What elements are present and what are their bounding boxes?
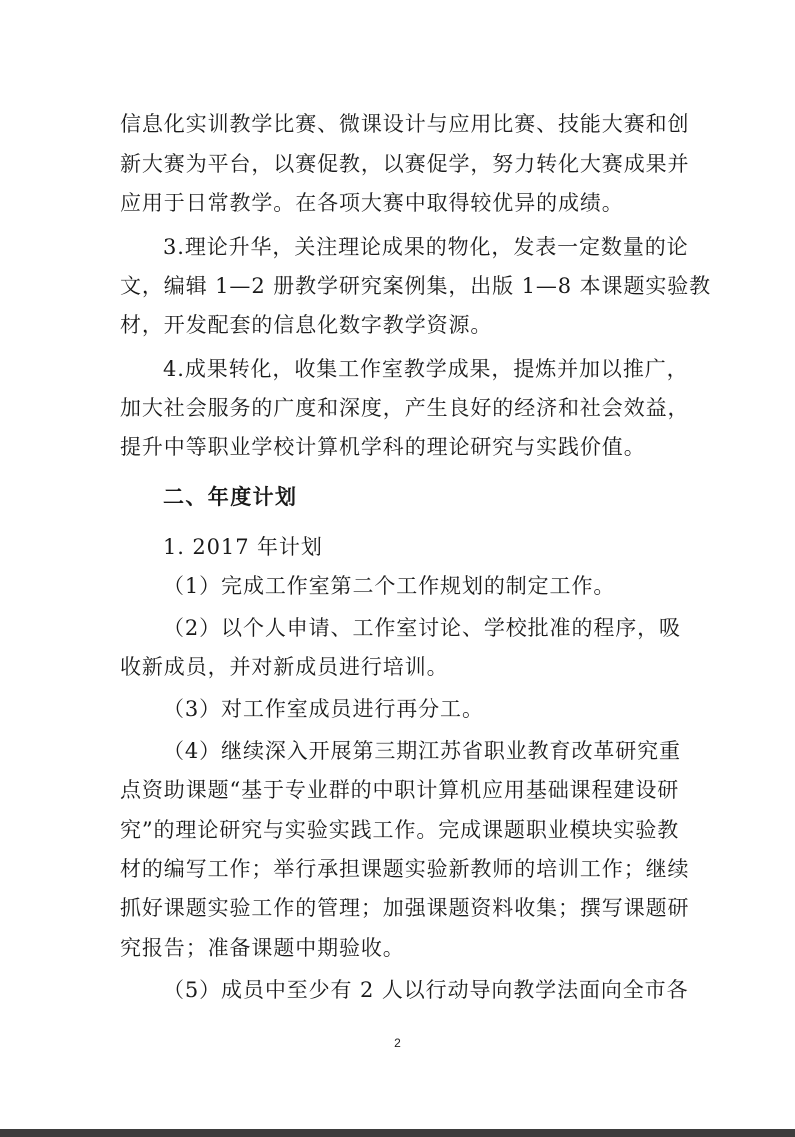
subsection-heading: 1. 2017 年计划 [163, 535, 323, 559]
body-line: 文，编辑 1—2 册教学研究案例集，出版 1—8 本课题实验教 [120, 274, 712, 298]
page-number: 2 [394, 1036, 401, 1050]
section-heading: 二、年度计划 [163, 485, 298, 509]
body-line: 究报告；准备课题中期验收。 [120, 936, 405, 960]
body-line: 新大赛为平台，以赛促教，以赛促学，努力转化大赛成果并 [120, 152, 690, 176]
body-line: 抓好课题实验工作的管理；加强课题资料收集；撰写课题研 [120, 896, 690, 920]
body-line: 3.理论升华，关注理论成果的物化，发表一定数量的论 [163, 235, 689, 259]
body-line: 信息化实训教学比赛、微课设计与应用比赛、技能大赛和创 [120, 112, 690, 136]
list-item: （4）继续深入开展第三期江苏省职业教育改革研究重 [163, 739, 681, 763]
body-line: 提升中等职业学校计算机学科的理论研究与实践价值。 [120, 435, 646, 459]
body-line: 材的编写工作；举行承担课题实验新教师的培训工作；继续 [120, 857, 690, 881]
list-item: （5）成员中至少有 2 人以行动导向教学法面向全市各 [163, 978, 689, 1002]
viewer-bottom-bar [0, 1129, 795, 1137]
list-item: （3）对工作室成员进行再分工。 [163, 697, 484, 721]
body-line: 加大社会服务的广度和深度，产生良好的经济和社会效益， [120, 396, 690, 420]
body-line: 收新成员，并对新成员进行培训。 [120, 655, 449, 679]
body-line: 究”的理论研究与实验实践工作。完成课题职业模块实验教 [120, 818, 680, 842]
body-line: 点资助课题“基于专业群的中职计算机应用基础课程建设研 [120, 778, 680, 802]
body-line: 材，开发配套的信息化数字教学资源。 [120, 313, 493, 337]
body-line: 4.成果转化，收集工作室教学成果，提炼并加以推广， [163, 357, 689, 381]
list-item: （1）完成工作室第二个工作规划的制定工作。 [163, 574, 616, 598]
body-line: 应用于日常教学。在各项大赛中取得较优异的成绩。 [120, 191, 624, 215]
list-item: （2）以个人申请、工作室讨论、学校批准的程序，吸 [163, 616, 681, 640]
